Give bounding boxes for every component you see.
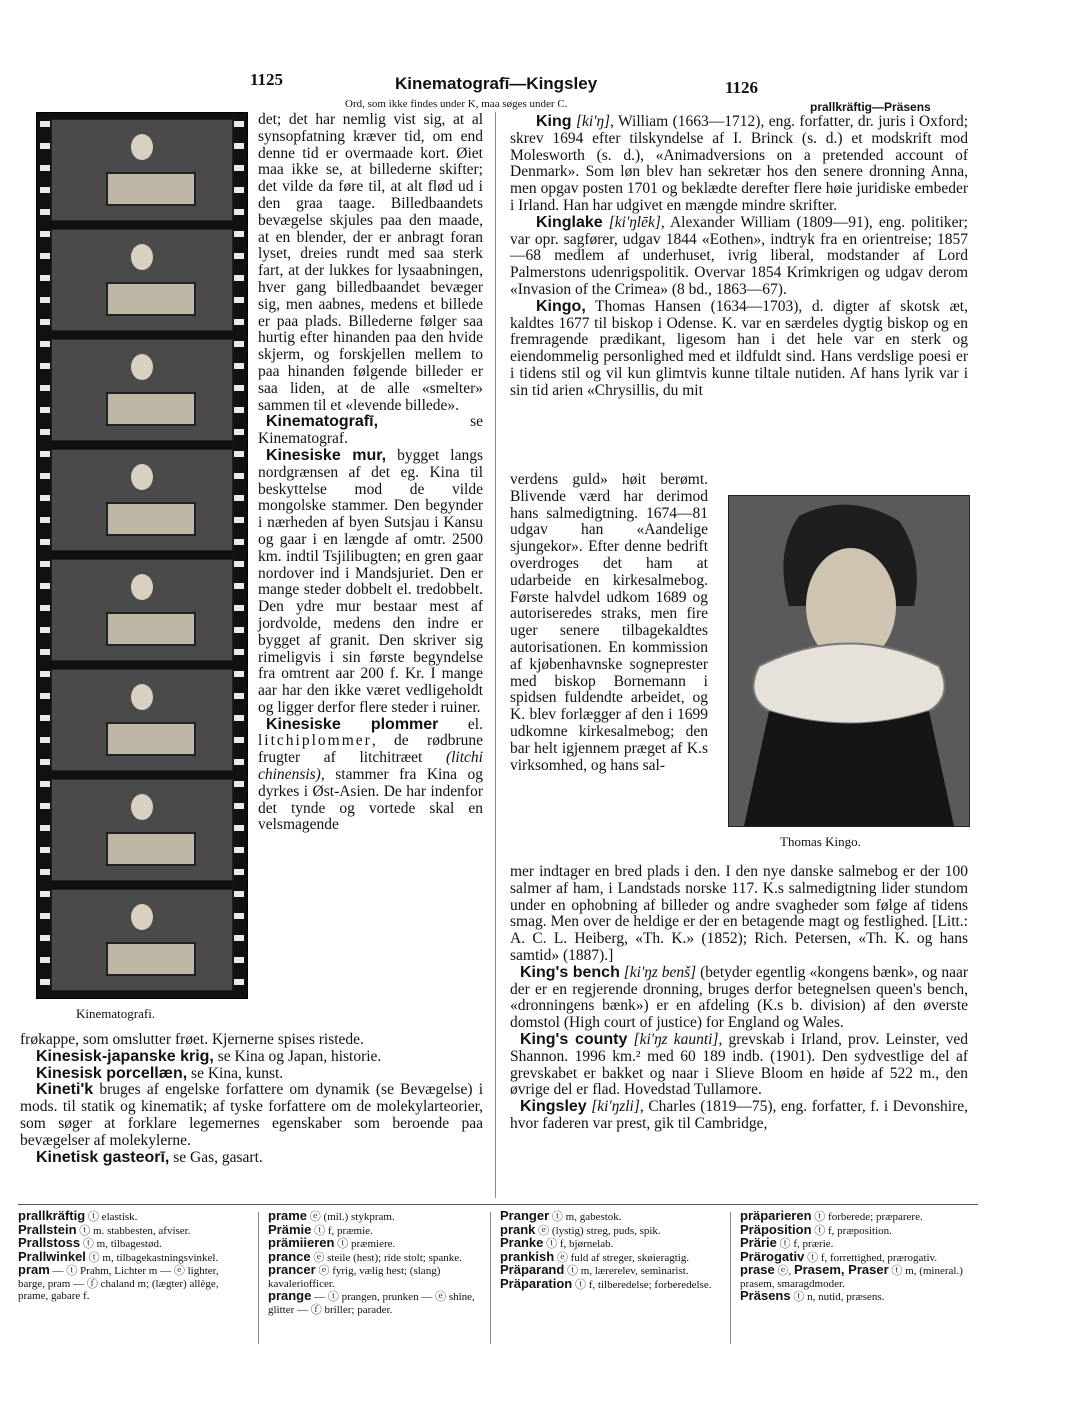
page-title: Kinematografī—Kingsley [395,74,598,93]
headword: Kinematografī, [266,413,379,431]
glossary-column-1 [18,1210,246,1303]
glossary-entry [740,1290,976,1304]
film-frame [51,339,233,441]
column-middle [258,112,483,834]
glossary-entry [740,1264,976,1290]
entry-text: el. [438,715,483,733]
entry-kingsley [510,1099,968,1133]
pronunciation: [ki'ŋ] [571,113,611,130]
headword: Kinesiske plommer [266,715,439,733]
glossary-divider [730,1212,731,1344]
glossary-column-2 [268,1210,480,1316]
entry-text: , stammer fra Kina og dyrkes i Øst-Asien. De har indenfor det tynde og vortede skal en velsmagende [258,766,483,834]
glossary-headword: Prärogativ [740,1248,805,1264]
film-frame [51,449,233,551]
entry-text: , de rødbrune frugter af litchitræet [258,732,483,767]
glossary-text: ⓔ steile (hest); ride stolt; spanke. [310,1251,462,1264]
headword: Kingo, [536,297,586,315]
glossary-divider [490,1212,491,1344]
entry-kinetisk-gasteori [20,1150,483,1167]
glossary-text: ⓣ n, nutid, præsens. [790,1291,885,1303]
entry-kinesisk-japanske-krig [20,1049,483,1066]
glossary-headword: Prallstoss [18,1235,81,1250]
glossary-entry [268,1290,480,1316]
glossary-divider [258,1212,259,1344]
glossary-headword: präparieren [740,1208,812,1223]
headword: Kinetisk gasteorī, [36,1148,170,1166]
portrait-caption: Thomas Kingo. [780,834,861,849]
glossary-headword: prance [268,1248,311,1264]
entry-text: bygget langs nordgrænsen af det eg. Kina til beskyttelse mod de vilde mongolske stammer. Den begynder i nærheden af byen Sutsjau i Kansu og gaar i en længde af omtr. 2500 km. indtil Tsjilibugten; en gren gaar nordover ind i Mandsjuriet. Den er mange steder dobbelt el. tredobbelt. Den ydre mur bestaar mest af jordvolde, medens den indre er bygget af granit. Den skriver sig rimeligvis i sin første begyndelse fra omtrent aar 200 f. Kr. I mange aar har den ikke været vedligeholdt og ligger derfor flere steder i ruiner. [258,446,483,716]
header-note: Ord, som ikke findes under K, maa søges under C. [345,98,568,110]
kinematograf-continuation: det; det har nemlig vist sig, at al synsopfatning kræver tid, om end denne tid er overmaade kort. Øiet maa ikke se, at billederne skifter; det vilde da føre til, at alt flød ud i den graa taage. Billedbaandets bevægelse skjules paa den maade, at en blender, der er anbragt foran lyset, dreies rundt med saa sterk fart, at der lukkes for lysaabningen, hver gang billedbaandet bevæger sig, men aabnes, medens et billede er paa plads. Billederne følger saa hurtig efter hinanden paa den hvide skjerm, og forskjellen mellem to paa hinanden følgende billeder er saa liden, at de alle «smelter» sammen til et «levende billede». [258,111,483,414]
film-frame [51,119,233,221]
glossary-text: ⓣ m, tilbagestød. [80,1238,162,1250]
column-right-top [510,114,968,400]
entry-king [510,114,968,215]
glossary-headword: Pranke [500,1235,544,1250]
pronunciation: [ki'ŋzli] [586,1098,640,1116]
glossary-headword: prallkräftig [18,1208,86,1223]
glossary-headword: Prärie [740,1235,777,1250]
footer-rule [18,1204,978,1205]
headword: Kinesiske mur, [266,446,387,464]
headword: Kineti'k [36,1081,94,1099]
glossary-headword: prank [500,1221,536,1237]
headword: Kinesisk porcellæn, [36,1064,188,1082]
entry-text: , grevskab i Irland, prov. Leinster, ved Shannon. 1996 km.² med 60 189 indb. (1901). Den sydvestlige del af grevskabet er bakket og naar i Slieve Bloom en høide af 522 m., den øvrige del er flad. Hovedstad Tullamore. [510,1030,969,1099]
pronunciation: [ki'ŋlēk] [602,213,661,231]
glossary-headword: Präparation [500,1275,573,1291]
glossary-text: ⓣ præmiere. [334,1238,396,1250]
glossary-text: ⓣ m, lærerelev, seminarist. [564,1265,689,1277]
glossary-entry [18,1248,246,1265]
plommer-continuation: frøkappe, som omslutter frøet. Kjernerne spises ristede. [20,1031,364,1048]
entry-kinesisk-porcellaen [20,1066,483,1083]
portrait-drawing [729,496,969,826]
glossary-headword: Pranger [500,1208,550,1223]
entry-text: se Kina og Japan, historie. [213,1047,382,1065]
entry-text: (betyder egentlig «kongens bænk», og naar der er en regjerende dronning, bruges derfor betegnelsen queen's bench, «dronningens bænk») er en afdeling (K.s b. division) af den øverste domstol (High court of justice) for England og Wales. [510,963,969,1032]
entry-kings-county [510,1032,968,1099]
entry-text: se Kinematograf. [258,413,483,448]
entry-text: Thomas Hansen (1634—1703), d. digter af skotsk æt, kaldtes 1677 til biskop i Odense. K. var en særdeles dygtig biskop og en fremragende prædikant, ligesom han i det hele var en sterk og eiendommelig personlighed med et ildfuldt sind. Hans verdslige poesi er i tidens stil og vil kun glimtvis kunne tiltale nutiden. Af hans lyrik var i sin tid arien «Chrysillis, du mit [510,297,968,399]
glossary-text: ⓔ (mil.) stykpram. [307,1211,395,1223]
entry-kinematografi [258,414,483,448]
glossary-text: ⓣ m, (mineral.) prasem, smaragdmoder. [740,1265,963,1290]
glossary-entry [18,1264,246,1303]
column-left-bottom [20,1032,483,1166]
glossary-text: ⓣ f, præposition. [811,1224,892,1237]
glossary-text: ⓣ f, prærie. [776,1238,834,1250]
glossary-text: ⓣ m, tilbagekastningsvinkel. [85,1251,219,1264]
glossary-text: ⓣ m. stabbesten, afviser. [76,1224,191,1237]
glossary-headword: prämiieren [268,1235,335,1250]
glossary-headword: Prämie [268,1221,312,1237]
headword: King's county [520,1030,628,1048]
headword: Kinglake [536,213,603,231]
glossary-text: ⓣ f, forrettighed, prærogativ. [804,1251,938,1264]
column-right-narrow [510,472,708,774]
entry-kinesiske-mur [258,448,483,717]
kingo-continuation: verdens guld» høit berømt. Blivende værd har derimod hans salmedigtning. 1674—81 udgav han «Aandelige sjungekor». Efter denne bedrift overdroges det ham at udarbeide en kirkesalmebog. Første halvdel udkom 1689 og autoriseredes straks, men fire uger senere tilbagekaldtes autorisationen. En kommission af kjøbenhavnske sogneprester med biskop Bornemann i spidsen fuldendte arbeidet, og K. blev forlægger af den i 1699 udkomne kirkesalmebog; den bar helt igjennem præget af K.s virksomhed, og hans sal- [510,471,708,774]
entry-text: , Alexander William (1809—91), eng. politiker; var opr. sagfører, udgav 1844 «Eothen», indtryk fra en orientreise; 1857—68 medlem af underhuset, ivrig liberal, modstander af Lord Palmerstons udenrigspolitik. Overvar 1854 Krimkrigen og udgav derom «Invasion of the Crimea» (8 bd., 1863—67). [510,213,968,298]
film-frame [51,889,233,991]
glossary-text: ⓣ f, bjørnelab. [543,1238,614,1250]
glossary-text: ⓣ f, præmie. [311,1224,373,1237]
film-frame [51,779,233,881]
entry-text: litchiplommer [258,732,372,750]
glossary-headword: pram [18,1262,50,1277]
glossary-headword: prancer [268,1262,316,1277]
portrait-thomas-kingo [728,495,970,827]
column-divider [495,112,496,1198]
column-right-bottom [510,864,968,1133]
glossary-text: ⓔ (lystig) streg, puds, spik. [535,1224,661,1237]
glossary-text: ⓣ elastisk. [85,1211,138,1223]
page-number-left: 1125 [250,70,284,89]
glossary-headword: prase [740,1262,775,1277]
film-perforations-left [40,113,50,998]
entry-text: , William (1663—1712), eng. forfatter, dr. juris i Oxford; skrev 1694 efter tilskyndelse af I. Brinck (s. d.) et modskrift mod Molesworth (s. d.), «Animadversions on a pretended account of Denmark». Som løn blev han sekretær hos den senere dronning Anna, men opgav posten 1701 og beklædte derefter flere høie juridiske embeder i Irland. Han har udgivet en mængde mindre skrifter. [510,113,968,214]
glossary-text: ⓣ forberede; præparere. [811,1211,923,1223]
glossary-column-3 [500,1210,718,1291]
glossary-entry [500,1275,718,1292]
film-caption: Kinematografi. [76,1006,156,1021]
kingo-continuation-2: mer indtager en bred plads i den. I den nye danske salmebog er der 100 salmer af ham, i Landstads norske 117. K.s salmedigtning lider stundom under en ophobning af billeder og andre svagheder som følge af tidens smag. Men over de heldige er der en betagende magt og festlighed. [Litt.: A. C. L. Heiberg, «Th. K.» (1852); Rich. Petersen, «Th. K. og hans samtid» (1887).] [510,863,968,964]
film-frame [51,669,233,771]
entry-text: , Charles (1819—75), eng. forfatter, f. i Devonshire, hvor faderen var prest, gik til Cambridge, [510,1098,968,1132]
headword: Kingsley [520,1098,587,1116]
headword: King [536,113,572,130]
glossary-text: ⓔ fyrig, vælig hest; (slang) kavaleriofficer. [268,1265,441,1290]
glossary-headword: Prasem, Praser [793,1262,889,1277]
glossary-headword: Prallwinkel [18,1248,86,1264]
right-guide-word: prallkräftig—Präsens [810,100,931,114]
glossary-headword: Präparand [500,1262,565,1277]
glossary-column-4 [740,1210,976,1304]
glossary-text: ⓣ m, gabestok. [549,1211,622,1223]
pronunciation: [ki'ŋz benš] [619,963,697,981]
glossary-text: — ⓣ prangen, prunken — ⓔ shine, glitter — ⓕ briller; parader. [268,1291,475,1316]
headword: King's bench [520,963,620,981]
entry-kinesiske-plommer [258,717,483,835]
entry-kings-bench [510,965,968,1032]
glossary-entry [268,1264,480,1290]
glossary-text: ⓔ, [774,1265,794,1277]
film-perforations-right [234,113,244,998]
entry-kinglake [510,215,968,299]
film-frame [51,559,233,661]
glossary-headword: prankish [500,1248,555,1264]
pronunciation: [ki'ŋz kaunti] [627,1030,719,1048]
page-number-right: 1126 [725,78,759,97]
glossary-headword: Präsens [740,1288,791,1303]
entry-text: (litchi chinensis) [258,749,483,784]
glossary-headword: Prallstein [18,1221,77,1237]
film-strip-image [36,112,248,999]
glossary-headword: Präposition [740,1221,812,1237]
glossary-text: ⓣ f, tilberedelse; forberedelse. [572,1278,712,1291]
glossary-headword: prame [268,1208,308,1223]
film-frame [51,229,233,331]
glossary-text: ⓔ fuld af streger, skøieragtig. [554,1251,690,1264]
entry-kinetik [20,1082,483,1149]
entry-text: se Gas, gasart. [169,1148,263,1166]
glossary-text: — ⓣ Prahm, Lichter m — ⓔ lighter, barge, pram — ⓕ chaland m; (lægter) allège, prame, gabare f. [18,1265,219,1302]
entry-kingo [510,299,968,400]
entry-text: bruges af engelske forfattere om dynamik (se Bevægelse) i mods. til statik og kinematik; af tyske forfattere om de molekylarteorier, som søger at forklare legemernes egenskaber som beroende paa bevægelser af molekylerne. [20,1081,483,1149]
glossary-headword: prange [268,1288,312,1303]
entry-text: se Kina, kunst. [187,1064,284,1082]
headword: Kinesisk-japanske krig, [36,1047,214,1065]
